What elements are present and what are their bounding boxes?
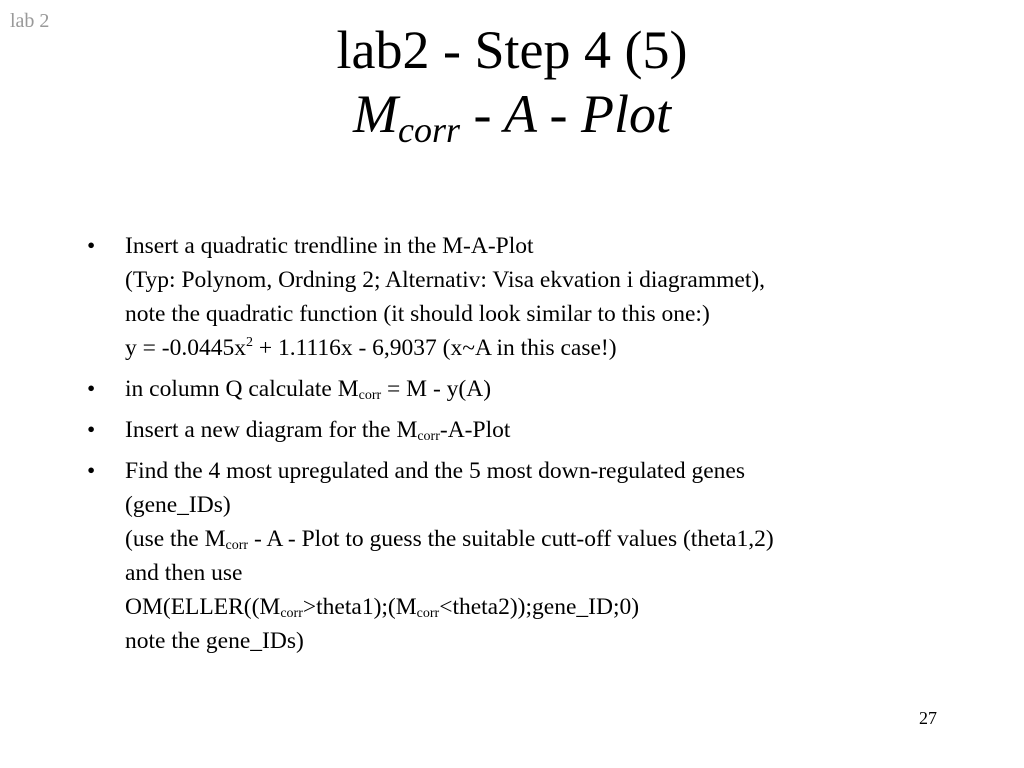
bullet-line: (Typ: Polynom, Ordning 2; Alternativ: Visa ekvation i diagrammet), [125, 267, 766, 293]
page-number: 27 [919, 708, 937, 728]
text-segment: (use the M [125, 526, 226, 552]
bullet-dot-icon: • [87, 458, 96, 484]
text-segment: in column Q calculate M [125, 376, 359, 402]
bullet-line [125, 372, 1005, 406]
subscript: corr [280, 606, 303, 621]
bullet-line-formula [125, 590, 1005, 624]
text-segment: - A - Plot to guess the suitable cutt-off values (theta1,2) [248, 526, 774, 552]
bullet-line: Find the 4 most upregulated and the 5 most down-regulated genes [125, 458, 746, 484]
equation-pre: y = -0.0445x [125, 335, 246, 361]
slide-title [0, 18, 1024, 150]
subscript: corr [416, 606, 440, 621]
title-line-2 [0, 82, 1024, 150]
bullet-item-calculate [87, 372, 1005, 406]
bullet-item-new-diagram [87, 413, 1005, 447]
bullet-line: note the gene_IDs) [125, 628, 304, 654]
bullet-line: and then use [125, 560, 243, 586]
text-segment: Insert a new diagram for the M [125, 417, 418, 443]
equation-post: + 1.1116x - 6,9037 (x~A in this case!) [252, 335, 617, 361]
subscript: corr [358, 388, 382, 403]
bullet-list [87, 229, 1005, 665]
bullet-line: note the quadratic function (it should look similar to this one:) [125, 301, 710, 327]
bullet-dot-icon: • [87, 417, 96, 443]
text-segment: = M - y(A) [381, 376, 492, 402]
bullet-line [125, 413, 1005, 447]
subscript: corr [225, 538, 249, 553]
equation-exponent: 2 [245, 335, 253, 350]
corner-label: lab 2 [10, 10, 50, 32]
title-line-1: lab2 - Step 4 (5) [336, 20, 688, 80]
subscript: corr [417, 429, 440, 444]
text-segment: <theta2));gene_ID;0) [439, 594, 640, 620]
bullet-item-find-genes [87, 454, 1005, 658]
text-segment: OM(ELLER((M [125, 594, 281, 620]
text-segment: -A-Plot [439, 417, 511, 443]
title-m: M [353, 84, 398, 144]
bullet-line: (gene_IDs) [125, 492, 231, 518]
bullet-item-trendline [87, 229, 1005, 365]
bullet-dot-icon: • [87, 233, 96, 259]
bullet-line: Insert a quadratic trendline in the M-A-Plot [125, 233, 534, 259]
bullet-line-equation [125, 331, 1005, 365]
title-subscript: corr [397, 110, 460, 150]
text-segment: >theta1);(M [302, 594, 417, 620]
bullet-dot-icon: • [87, 376, 96, 402]
title-rest: - A - Plot [459, 84, 671, 144]
bullet-line [125, 522, 1005, 556]
